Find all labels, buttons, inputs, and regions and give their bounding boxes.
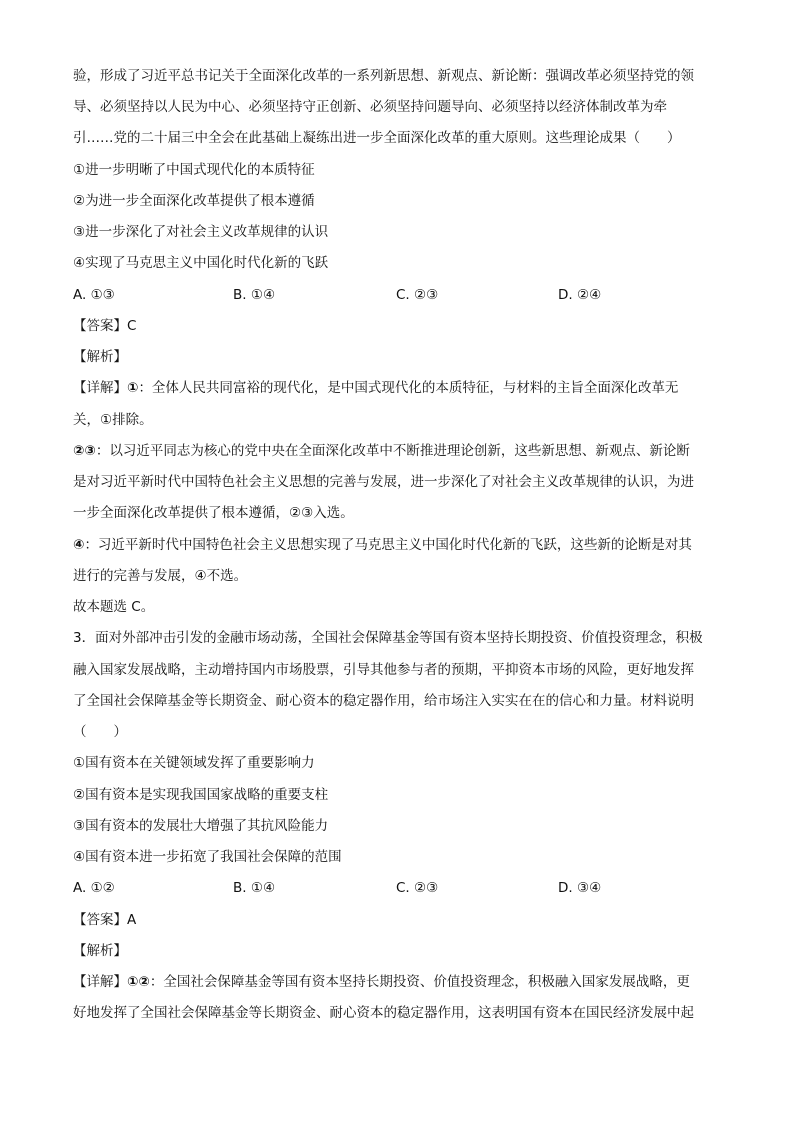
q2-detail-line-1	[73, 378, 678, 398]
q2-detail-p1-text: ：全体人民共同富裕的现代化，是中国式现代化的本质特征，与材料的主旨全面深化改革无	[138, 380, 679, 396]
q3-detail-p1-lead: ①②	[127, 974, 150, 990]
q2-stem-line-3: 引……党的二十届三中全会在此基础上凝练出进一步全面深化改革的重大原则。这些理论成果（ ）	[73, 130, 681, 146]
q2-item-1: ①进一步明晰了中国式现代化的本质特征	[73, 162, 315, 178]
q2-stem-line-1: 验，形成了习近平总书记关于全面深化改革的一系列新思想、新观点、新论断：强调改革必须坚持党的领	[73, 68, 694, 84]
q3-item-2: ②国有资本是实现我国国家战略的重要支柱	[73, 787, 329, 803]
q3-item-1: ①国有资本在关键领域发挥了重要影响力	[73, 755, 315, 771]
q3-detail-p1-text: ：全国社会保障基金等国有资本坚持长期投资、价值投资理念，积极融入国家发展战略，更	[149, 974, 690, 990]
q3-analysis-label: 【解析】	[73, 943, 127, 959]
q2-detail-line-3	[73, 441, 690, 461]
q2-stem-line-2: 导、必须坚持以人民为中心、必须坚持守正创新、必须坚持问题导向、必须坚持以经济体制改革为牵	[73, 99, 667, 115]
q3-detail-line-2: 好地发挥了全国社会保障基金等长期资金、耐心资本的稳定器作用，这表明国有资本在国民经济发展中起	[73, 1005, 694, 1021]
q3-item-3: ③国有资本的发展壮大增强了其抗风险能力	[73, 818, 329, 834]
q3-option-c: C. ②③	[396, 880, 439, 896]
q2-detail-p3-text: ：习近平新时代中国特色社会主义思想实现了马克思主义中国化时代化新的飞跃，这些新的论断是对其	[84, 537, 692, 553]
q2-option-b: B. ①④	[233, 287, 276, 303]
q2-detail-line-4: 是对习近平新时代中国特色社会主义思想的完善与发展，进一步深化了对社会主义改革规律的认识，为进	[73, 474, 694, 490]
q3-option-a: A. ①②	[73, 880, 115, 896]
q2-option-d: D. ②④	[558, 287, 602, 303]
q3-option-d: D. ③④	[558, 880, 602, 896]
q2-detail-line-5: 一步全面深化改革提供了根本遵循，②③入选。	[73, 505, 354, 521]
q2-item-4: ④实现了马克思主义中国化时代化新的飞跃	[73, 255, 329, 271]
q3-stem-line-1: 3．面对外部冲击引发的金融市场动荡，全国社会保障基金等国有资本坚持长期投资、价值投资理念，积极	[73, 630, 703, 646]
q3-stem-line-3: 了全国社会保障基金等长期资金、耐心资本的稳定器作用，给市场注入实实在在的信心和力量。材料说明	[73, 693, 694, 709]
q3-stem-line-2: 融入国家发展战略，主动增持国内市场股票，引导其他参与者的预期，平抑资本市场的风险，更好地发挥	[73, 662, 694, 678]
q2-item-2: ②为进一步全面深化改革提供了根本遵循	[73, 193, 315, 209]
q2-item-3: ③进一步深化了对社会主义改革规律的认识	[73, 224, 329, 240]
q2-answer: 【答案】C	[73, 318, 137, 334]
q2-detail-line-7: 进行的完善与发展，④不选。	[73, 568, 248, 584]
q3-detail-line-1	[73, 972, 690, 992]
q2-option-a: A. ①③	[73, 287, 115, 303]
q2-option-c: C. ②③	[396, 287, 439, 303]
q2-conclusion: 故本题选 C。	[73, 599, 155, 615]
q3-answer: 【答案】A	[73, 912, 137, 928]
q2-analysis-label: 【解析】	[73, 349, 127, 365]
q2-detail-label: 【详解】	[73, 380, 127, 396]
q3-item-4: ④国有资本进一步拓宽了我国社会保障的范围	[73, 849, 342, 865]
q2-detail-line-2: 关，①排除。	[73, 412, 153, 428]
q2-detail-p2-text: ：以习近平同志为核心的党中央在全面深化改革中不断推进理论创新，这些新思想、新观点、新论断	[95, 443, 690, 459]
q3-detail-label: 【详解】	[73, 974, 127, 990]
q2-detail-line-6	[73, 535, 692, 555]
q3-stem-line-4: （ ）	[73, 724, 127, 740]
q2-detail-p3-lead: ④	[73, 537, 85, 553]
q2-detail-p2-lead: ②③	[73, 443, 96, 459]
q2-detail-p1-lead: ①	[127, 380, 139, 396]
q3-option-b: B. ①④	[233, 880, 276, 896]
